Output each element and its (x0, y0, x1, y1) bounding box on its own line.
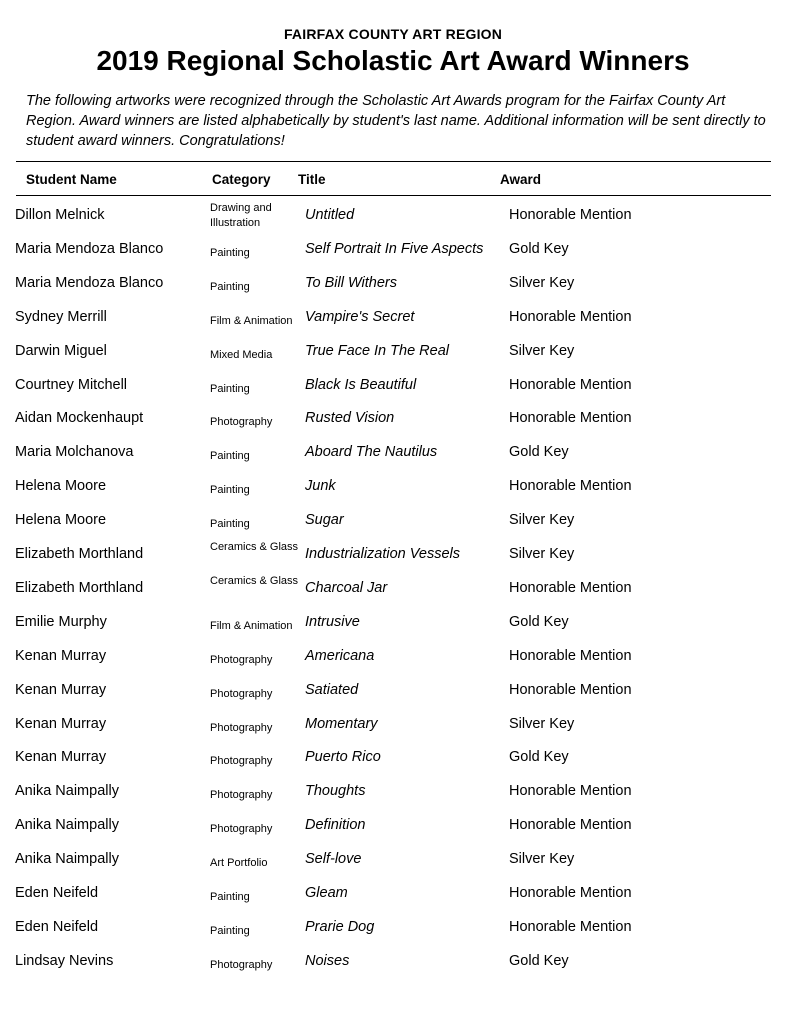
category: Drawing and Illustration (210, 202, 272, 229)
award: Gold Key (509, 952, 569, 969)
category: Mixed Media (210, 348, 273, 361)
category: Painting (210, 246, 250, 259)
category: Painting (210, 924, 250, 937)
page-title: 2019 Regional Scholastic Art Award Winners (96, 45, 690, 76)
award: Silver Key (509, 546, 575, 562)
award: Honorable Mention (509, 410, 632, 427)
award: Silver Key (509, 715, 575, 732)
artwork-title: Black Is Beautiful (305, 376, 417, 393)
award: Honorable Mention (509, 376, 632, 393)
table-row (0, 436, 786, 470)
student-name: Kenan Murray (15, 715, 107, 732)
artwork-title: Industrialization Vessels (305, 546, 461, 562)
award: Honorable Mention (509, 478, 632, 495)
category: Photography (210, 789, 273, 802)
table-row (0, 369, 786, 403)
award: Honorable Mention (509, 681, 632, 698)
student-name: Maria Mendoza Blanco (15, 274, 164, 291)
table-row (0, 843, 786, 877)
table-row (0, 504, 786, 538)
student-name: Eden Neifeld (15, 918, 99, 935)
student-name: Elizabeth Morthland (15, 546, 144, 562)
category: Photography (210, 721, 273, 734)
category: Painting (210, 484, 250, 497)
table-row (0, 708, 786, 742)
student-name: Dillon Melnick (15, 207, 105, 223)
column-header-title: Title (298, 172, 326, 187)
table-header-rule (16, 195, 771, 196)
category: Photography (210, 755, 273, 768)
category: Painting (210, 891, 250, 903)
category: Art Portfolio (210, 857, 268, 870)
table-row (0, 199, 786, 233)
student-name: Kenan Murray (15, 681, 107, 698)
artwork-title: Self Portrait In Five Aspects (305, 240, 484, 257)
artwork-title: Thoughts (305, 783, 366, 800)
artwork-title: True Face In The Real (305, 342, 449, 359)
table-row (0, 809, 786, 843)
table-row (0, 877, 786, 911)
student-name: Kenan Murray (15, 749, 107, 766)
award: Honorable Mention (509, 783, 632, 800)
table-row (0, 335, 786, 369)
category: Ceramics & Glass (210, 541, 299, 553)
artwork-title: Americana (305, 647, 375, 664)
student-name: Maria Mendoza Blanco (15, 240, 164, 257)
artwork-title: Puerto Rico (305, 749, 381, 766)
table-row (0, 402, 786, 436)
student-name: Anika Naimpally (15, 783, 119, 800)
column-header-award: Award (500, 172, 542, 187)
student-name: Anika Naimpally (15, 817, 119, 834)
student-name: Courtney Mitchell (15, 376, 128, 393)
student-name: Emilie Murphy (15, 613, 107, 630)
student-name: Darwin Miguel (15, 342, 107, 359)
organization-heading: FAIRFAX COUNTY ART REGION (283, 26, 503, 42)
table-row (0, 674, 786, 708)
table-row (0, 233, 786, 267)
category: Painting (210, 280, 250, 293)
student-name: Eden Neifeld (15, 885, 99, 901)
student-name: Aidan Mockenhaupt (15, 410, 144, 427)
award: Gold Key (509, 240, 569, 257)
artwork-title: Noises (305, 952, 350, 969)
award: Honorable Mention (509, 207, 632, 223)
artwork-title: Gleam (305, 885, 348, 901)
award: Honorable Mention (509, 308, 632, 325)
artwork-title: Prarie Dog (305, 918, 375, 935)
table-row (0, 911, 786, 945)
award: Gold Key (509, 613, 569, 630)
student-name: Helena Moore (15, 512, 107, 529)
category: Film & Animation (210, 619, 293, 632)
category: Photography (210, 416, 273, 429)
artwork-title: Intrusive (305, 613, 360, 630)
student-name: Anika Naimpally (15, 851, 119, 868)
category: Painting (210, 382, 250, 395)
artwork-title: Junk (305, 478, 336, 495)
artwork-title: Vampire's Secret (305, 308, 415, 325)
column-header-category: Category (212, 172, 271, 187)
artwork-title: Rusted Vision (305, 410, 395, 427)
student-name: Lindsay Nevins (15, 952, 114, 969)
student-name: Helena Moore (15, 478, 107, 495)
column-header-student: Student Name (26, 172, 117, 187)
award: Honorable Mention (509, 647, 632, 664)
table-top-rule (16, 161, 771, 162)
category: Painting (210, 518, 250, 531)
intro-paragraph: The following artworks were recognized through the Scholastic Art Awards program for the Fairfax County Art Region. Award winners are listed alphabetically by student's last name. Additional information will be sent directly to student award winners. Congratulations! (26, 93, 766, 149)
award: Silver Key (509, 342, 575, 359)
award: Honorable Mention (509, 579, 632, 596)
table-row (0, 945, 786, 979)
artwork-title: Definition (305, 817, 366, 834)
artwork-title: Momentary (305, 715, 378, 732)
table-row (0, 470, 786, 504)
table-row (0, 538, 786, 572)
award: Gold Key (509, 444, 569, 461)
category: Photography (210, 687, 273, 700)
table-row (0, 741, 786, 775)
category: Ceramics & Glass (210, 574, 299, 587)
award: Silver Key (509, 274, 575, 291)
category: Photography (210, 653, 273, 666)
table-row (0, 572, 786, 606)
student-name: Kenan Murray (15, 647, 107, 664)
student-name: Elizabeth Morthland (15, 579, 144, 596)
table-row (0, 775, 786, 809)
table-row (0, 301, 786, 335)
table-row (0, 606, 786, 640)
award: Honorable Mention (509, 918, 632, 935)
artwork-title: To Bill Withers (305, 274, 397, 291)
award: Gold Key (509, 749, 569, 766)
artwork-title: Charcoal Jar (305, 579, 388, 596)
category: Photography (210, 958, 273, 971)
award: Silver Key (509, 512, 575, 529)
award: Honorable Mention (509, 885, 632, 901)
category: Painting (210, 450, 250, 463)
artwork-title: Untitled (305, 207, 355, 223)
table-row (0, 267, 786, 301)
student-name: Sydney Merrill (15, 308, 107, 325)
category: Film & Animation (210, 314, 293, 327)
table-row (0, 640, 786, 674)
student-name: Maria Molchanova (15, 444, 134, 461)
artwork-title: Aboard The Nautilus (305, 444, 438, 461)
artwork-title: Sugar (305, 512, 344, 529)
artwork-title: Self-love (305, 851, 362, 868)
award: Silver Key (509, 851, 575, 868)
artwork-title: Satiated (305, 681, 359, 698)
award: Honorable Mention (509, 817, 632, 834)
category: Photography (210, 823, 273, 836)
